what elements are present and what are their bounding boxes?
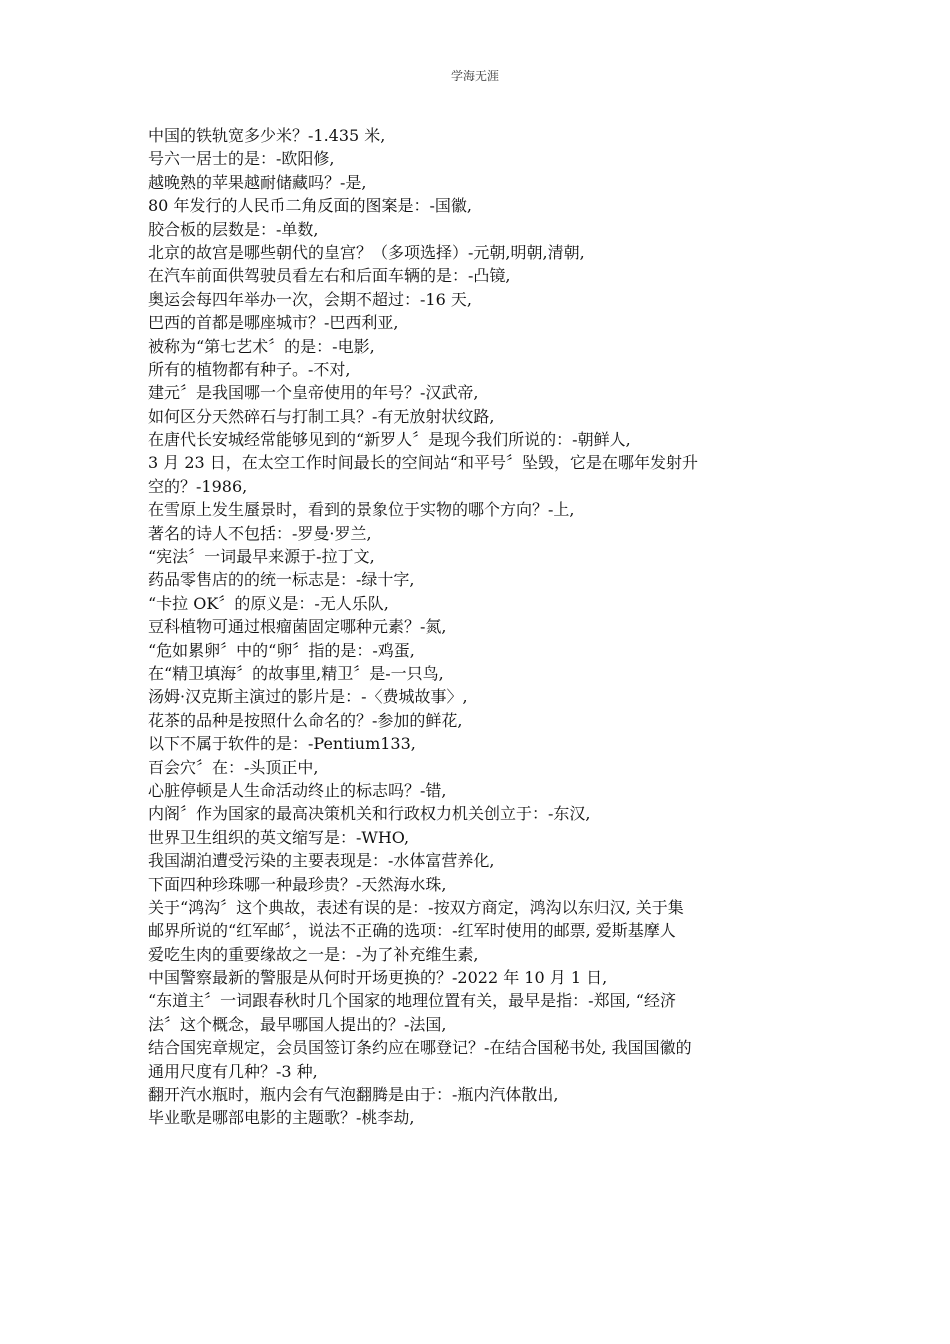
text-line: 汤姆·汉克斯主演过的影片是：-〈费城故事〉, <box>148 687 468 707</box>
text-line: 在“精卫填海〞的故事里,精卫〞是-一只鸟, <box>148 663 444 683</box>
text-line: 百会穴〞在：-头顶正中, <box>148 757 319 777</box>
text-line: 毕业歌是哪部电影的主题歌？-桃李劫, <box>148 1108 415 1128</box>
text-line: 著名的诗人不包括：-罗曼·罗兰, <box>148 523 372 543</box>
text-line: 所有的植物都有种子。-不对, <box>148 359 351 379</box>
text-line: 结合国宪章规定，会员国签订条约应在哪登记？-在结合国秘书处, 我国国徽的 <box>148 1038 692 1058</box>
page-header: 学海无涯 <box>450 69 499 83</box>
text-line: 翻开汽水瓶时，瓶内会有气泡翻腾是由于：-瓶内汽体散出, <box>148 1085 559 1105</box>
text-line: 在雪原上发生蜃景时，看到的景象位于实物的哪个方向？-上, <box>148 500 575 520</box>
text-line: “东道主〞一词跟春秋时几个国家的地理位置有关，最早是指：-郑国, “经济 <box>148 991 676 1011</box>
text-line: “卡拉 OK〞的原义是：-无人乐队, <box>148 593 389 613</box>
text-line: 爱吃生肉的重要缘故之一是：-为了补充维生素, <box>148 944 479 964</box>
text-line: 中国警察最新的警服是从何时开场更换的？-2022 年 10 月 1 日, <box>148 968 608 988</box>
text-line: 豆科植物可通过根瘤菌固定哪种元素？-氮, <box>148 617 447 637</box>
text-line: 越晚熟的苹果越耐储藏吗？-是, <box>148 172 367 192</box>
text-line: 北京的故宫是哪些朝代的皇宫？（多项选择）-元朝,明朝,清朝, <box>148 242 585 262</box>
text-line: 如何区分天然碎石与打制工具？-有无放射状纹路, <box>148 406 495 426</box>
text-line: 在汽车前面供驾驶员看左右和后面车辆的是：-凸镜, <box>148 266 511 286</box>
text-line: 我国湖泊遭受污染的主要表现是：-水体富营养化, <box>148 851 495 871</box>
text-line: 下面四种珍珠哪一种最珍贵？-天然海水珠, <box>148 874 447 894</box>
text-line: 建元〞是我国哪一个皇帝使用的年号？-汉武帝, <box>148 383 479 403</box>
text-line: 巴西的首都是哪座城市？-巴西利亚, <box>148 313 399 333</box>
text-line: 花茶的品种是按照什么命名的？-参加的鲜花, <box>148 710 463 730</box>
text-line: 在唐代长安城经常能够见到的“新罗人〞是现今我们所说的：-朝鲜人, <box>148 430 631 450</box>
text-line: 奥运会每四年举办一次，会期不超过：-16 天, <box>148 289 472 309</box>
text-line: “危如累卵〞中的“卵〞指的是：-鸡蛋, <box>148 640 415 660</box>
text-line: 邮界所说的“红军邮〞，说法不正确的选项：-红军时使用的邮票, 爱斯基摩人 <box>148 921 676 941</box>
text-line: 关于“鸿沟〞这个典故，表述有误的是：-按双方商定，鸿沟以东归汉, 关于集 <box>148 897 684 917</box>
text-line: 中国的铁轨宽多少米？-1.435 米, <box>148 126 386 145</box>
text-line: 心脏停顿是人生命活动终止的标志吗？-错, <box>148 780 447 800</box>
text-line: 以下不属于软件的是：-Pentium133, <box>148 734 416 754</box>
document-body <box>148 124 810 1130</box>
text-line: 世界卫生组织的英文缩写是：-WHO, <box>148 827 410 847</box>
text-line: 号六一居士的是：-欧阳修, <box>148 149 335 169</box>
text-line: 胶合板的层数是：-单数, <box>148 219 319 239</box>
text-line: 80 年发行的人民币二角反面的图案是：-国徽, <box>148 196 472 216</box>
text-line: 空的？-1986, <box>148 476 248 496</box>
text-line: 通用尺度有几种？-3 种, <box>148 1061 318 1081</box>
text-line: 内阁〞作为国家的最高决策机关和行政权力机关创立于：-东汉, <box>148 804 591 824</box>
text-line: 法〞这个概念，最早哪国人提出的？-法国, <box>148 1014 447 1034</box>
text-line: 药品零售店的的统一标志是：-绿十字, <box>148 570 415 590</box>
text-line: 被称为“第七艺术〞的是：-电影, <box>148 336 375 356</box>
text-line: “宪法〞一词最早来源于-拉丁文, <box>148 547 375 567</box>
text-line: 3 月 23 日，在太空工作时间最长的空间站“和平号〞坠毁，它是在哪年发射升 <box>148 453 698 473</box>
